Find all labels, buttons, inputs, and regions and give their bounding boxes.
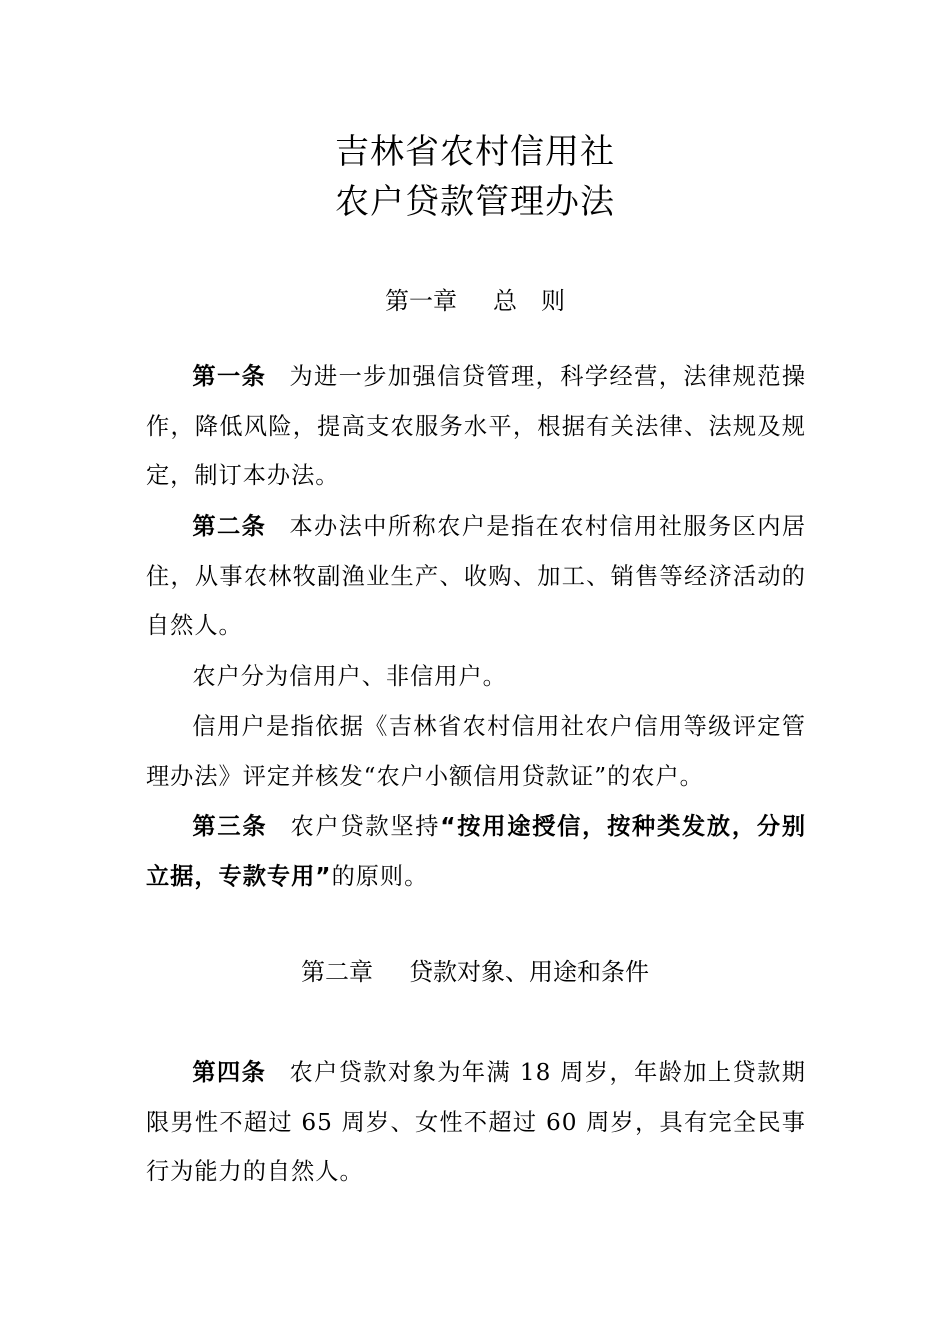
article-2-paragraph-3: 信用户是指依据《吉林省农村信用社农户信用等级评定管理办法》评定并核发“农户小额信用贷款证”的农户。 [146,713,806,790]
chapter-1-heading [0,284,950,318]
document-title-line2: 农户贷款管理办法 [335,182,615,222]
chapter-2-number: 第二章 [301,958,373,986]
chapter-2-heading [0,955,950,989]
article-4 [146,1048,806,1197]
article-3-principle: “按用途授信，按种类发放，分别立据，专款专用” [146,813,807,890]
chapter-1-number: 第一章 [385,287,457,315]
article-1 [146,352,806,501]
article-1-text: 为进一步加强信贷管理，科学经营，法律规范操作，降低风险，提高支农服务水平，根据有关法律、法规及规定，制订本办法。 [146,363,807,489]
chapter-2-name: 贷款对象、用途和条件 [409,958,649,986]
article-4-label: 第四条 [192,1059,267,1086]
article-3 [146,802,806,901]
article-3-text-before: 农户贷款坚持 [290,813,441,840]
article-2-text: 本办法中所称农户是指在农村信用社服务区内居住，从事农林牧副渔业生产、收购、加工、销售等经济活动的自然人。 [146,513,807,639]
article-3-label: 第三条 [192,813,268,840]
chapter-1-name: 总 则 [493,287,565,315]
article-2-label: 第二条 [192,513,267,540]
article-1-label: 第一条 [192,363,267,390]
document-title-line1: 吉林省农村信用社 [335,132,615,172]
article-2-paragraph-2: 农户分为信用户、非信用户。 [192,663,507,690]
article-3-text-after: 的原则。 [331,862,429,890]
article-2 [146,502,806,651]
article-4-text: 农户贷款对象为年满 18 周岁，年龄加上贷款期限男性不超过 65 周岁、女性不超过 60 周岁，具有完全民事行为能力的自然人。 [146,1059,806,1185]
